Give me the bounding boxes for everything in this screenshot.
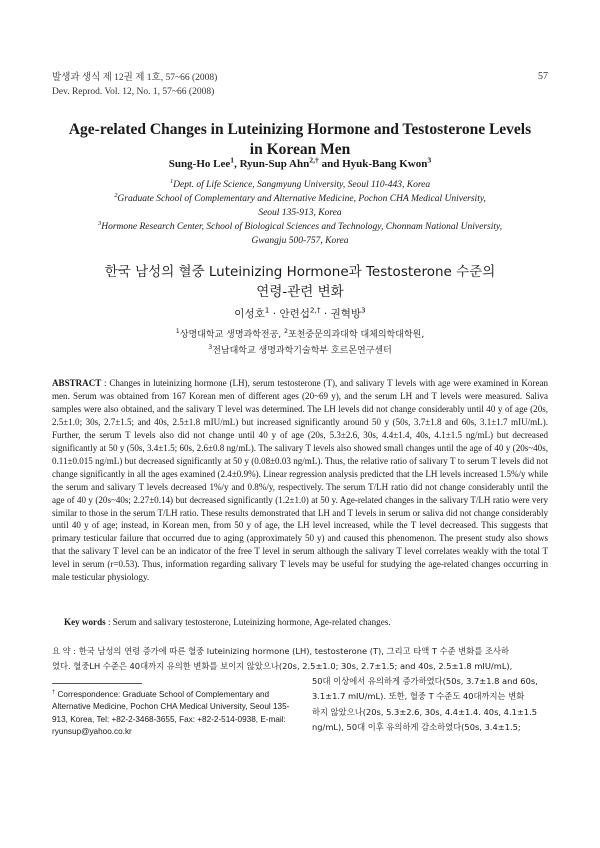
korean-affiliations — [40, 327, 560, 359]
author-name: Hyuk-Bang Kwon — [342, 158, 428, 170]
korean-abstract-right-column — [312, 674, 548, 736]
korean-title-line-2: 연령-관련 변화 — [256, 284, 344, 300]
korean-title — [40, 262, 560, 302]
title-line-2: in Korean Men — [249, 141, 351, 158]
abstract — [52, 377, 548, 584]
author-affil-mark: 1 — [264, 305, 270, 315]
korean-abstract-line: 요 약 : 한국 남성의 연령 증가에 따른 혈중 luteinizing hormone (LH), testosterone (T), 그리고 타액 T 수준 변화를 조사하 — [52, 646, 510, 656]
affiliation-line: Gwangju 500-757, Korea — [251, 236, 349, 246]
journal-header-english: Dev. Reprod. Vol. 12, No. 1, 57~66 (2008) — [52, 87, 215, 97]
keywords — [64, 617, 548, 627]
author-separator: · — [320, 308, 331, 320]
author-separator: , — [234, 158, 240, 170]
title-line-1: Age-related Changes in Luteinizing Hormone and Testosterone Levels — [68, 121, 532, 138]
author-list — [40, 155, 560, 170]
page-number: 57 — [538, 71, 548, 82]
footnote-mark: † — [52, 689, 56, 696]
korean-abstract-line: 였다. 혈중LH 수준은 40대까지 유의한 변화를 보이지 않았으나(20s, 2.5±1.0; 30s, 2.7±1.5; and 40s, 2.5±1.8 mIU/mL), — [52, 661, 513, 671]
author-affil-mark: 2,† — [309, 155, 319, 165]
korean-abstract-line: 50대 이상에서 유의하게 증가하였다(50s, 3.7±1.8 and 60s, — [312, 676, 538, 686]
affiliation-line: Seoul 135-913, Korea — [258, 208, 342, 218]
korean-author-list — [40, 306, 560, 321]
footnote-text: Correspondence: Graduate School of Complementary and Alternative Medicine, Pochon CHA Medical University, Seoul 135-913, Korea, Tel: +82-2-3468-3655, Fax: +82-2-514-0938, E-mail: ryunsup@yahoo.co.kr — [52, 690, 290, 737]
korean-author-name: 권혁방 — [330, 308, 362, 320]
korean-abstract-line: 3.1±1.7 mIU/mL). 또한, 혈중 T 수준도 40대까지는 변화 — [312, 691, 525, 702]
abstract-text: : Changes in luteinizing hormone (LH), serum testosterone (T), and salivary T levels with age were examined in Korean men. Serum was obtained from 167 Korean men of different ages (20~69 y), and the serum LH and T levels were measured. Saliva samples were also obtained, and the salivary T level was determined. The LH levels did not change considerably until 40 y of age (20s, 2.5±1.0; 30s, 2.7±1.5; and 40s, 2.5±1.8 mIU/mL) but increased significantly around 50 y (50s, 3.7±1.8 and 60s, 3.1±1.7 mIU/mL). Further, the serum T levels also did not change until 40 y of age (20s, 5.3±2.6, 30s, 4.4±1.4, 40s, 4.1±1.5 ng/mL) but decreased significantly at 50 y (50s, 3.4±1.5; 60s, 2.6±0.8 ng/mL). The salivary T levels also showed small changes until the age of 40 y (20s~40s, 0.11±0.015 ng/mL) but decreased significantly at 50 y (0.08±0.03 ng/mL). Thus, the relative ratio of salivary T to serum T levels did not change significantly in all the ages examined (2.4±0.9%). Linear regression analysis predicted that the LH levels increased 1.5%/y while the serum and salivary T levels decreased 1%/y and 0.8%/y, respectively. The serum T/LH ratio did not change considerably until the age of 40 y (20s~40s; 2.27±0.14) but decreased significantly (1.2±1.0) at 50 y. Age-related changes in the salivary T/LH ratio were very similar to those in the serum T/LH ratio. These results demonstrated that LH and T levels in serum or saliva did not change considerably until 40 y of age; instead, in Korean men, from 50 y of age, the LH level increased, while the T level decreased. This suggests that primary testicular failure that occurred due to aging (approximately 50 y) and caused this phenomenon. The present study also shows that the salivary T level can be an indicator of the free T level in serum although the salivary T level correlates weakly with the total T level in serum (r=0.53). Thus, information regarding salivary T levels may be useful for studying the age-related changes occurring in male testicular physiology. — [52, 378, 548, 583]
author-name: Ryun-Sup Ahn — [239, 158, 310, 170]
journal-header-korean: 발생과 생식 제 12권 제 1호, 57~66 (2008) — [52, 73, 218, 83]
affiliation-line: $^1$Dept. of Life Science, Sangmyung University, Seoul 110-443, Korea — [169, 177, 431, 190]
affiliation-line: $^2$Graduate School of Complementary and Alternative Medicine, Pochon CHA Medical University, — [114, 191, 486, 204]
author-affil-mark: 1 — [230, 155, 235, 165]
author-affil-mark: 2,† — [309, 305, 321, 315]
keywords-label: Key words — [64, 617, 106, 627]
paper-title — [40, 120, 560, 160]
korean-affiliation-line: $^3$전남대학교 생명과학기술학부 호르몬연구센터 — [208, 344, 392, 356]
abstract-label: ABSTRACT — [52, 378, 102, 388]
footnote-rule — [52, 683, 142, 684]
korean-title-line-1: 한국 남성의 혈중 Luteinizing Hormone과 Testosterone 수준의 — [104, 264, 496, 280]
affiliations — [60, 178, 540, 248]
korean-abstract-top — [52, 644, 548, 674]
keywords-text: : Serum and salivary testosterone, Luteinizing hormone, Age-related changes. — [105, 617, 391, 627]
running-header — [52, 71, 217, 99]
author-affil-mark: 3 — [427, 155, 432, 165]
korean-affiliation-line: $^1$상명대학교 생명과학전공, $^2$포천중문의과대학 대체의학대학원, — [175, 328, 425, 340]
author-separator: and — [318, 158, 343, 170]
korean-author-name: 안련섭 — [279, 308, 310, 320]
author-affil-mark: 3 — [361, 305, 366, 315]
korean-abstract-line: 하지 않았으나(20s, 5.3±2.6, 30s, 4.4±1.4. 40s, 4.1±1.5 — [312, 706, 538, 717]
korean-abstract-line: ng/mL), 50대 이후 유의하게 감소하였다(50s, 3.4±1.5; — [312, 722, 521, 733]
author-separator: · — [269, 308, 280, 320]
korean-author-name: 이성호 — [234, 308, 265, 320]
correspondence-footnote — [52, 689, 292, 739]
affiliation-line: $^3$Hormone Research Center, School of Biological Sciences and Technology, Chonnam National University, — [97, 219, 503, 232]
author-name: Sung-Ho Lee — [168, 158, 231, 170]
